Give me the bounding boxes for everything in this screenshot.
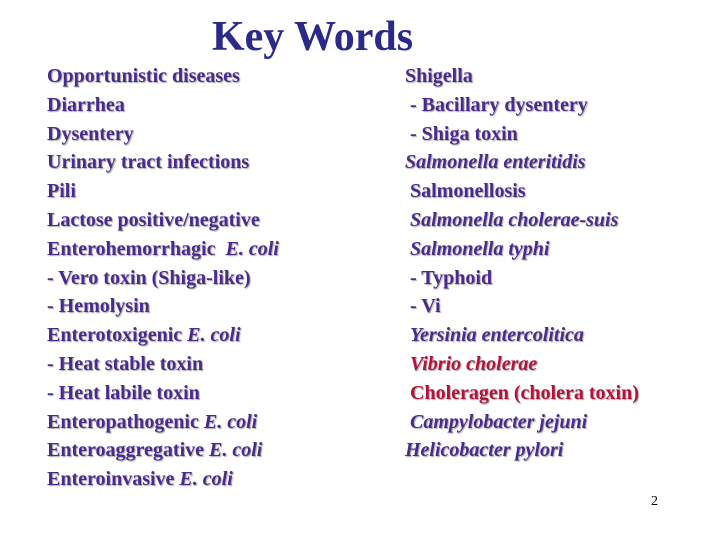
keyword-text: Salmonellosis xyxy=(405,180,526,203)
keyword-italic: E. coli xyxy=(209,439,263,462)
keyword-text: Choleragen (cholera toxin) xyxy=(405,381,639,404)
list-item xyxy=(47,379,279,408)
keyword-italic: Salmonella enteritidis xyxy=(405,151,586,174)
list-item xyxy=(405,62,639,91)
list-item xyxy=(47,148,279,177)
keyword-text: Lactose positive/negative xyxy=(47,208,260,231)
right-keyword-list xyxy=(405,62,639,465)
list-item xyxy=(47,465,279,494)
list-item xyxy=(405,292,639,321)
keyword-text: Diarrhea xyxy=(47,93,125,116)
list-item xyxy=(405,350,639,379)
list-item xyxy=(47,408,279,437)
keyword-italic: Salmonella typhi xyxy=(410,237,550,260)
keyword-text: - Heat labile toxin xyxy=(47,381,200,404)
keyword-italic: Helicobacter pylori xyxy=(405,439,564,462)
list-item xyxy=(47,321,279,350)
list-item xyxy=(47,350,279,379)
list-item xyxy=(405,206,639,235)
keyword-text: Enteropathogenic xyxy=(47,410,204,433)
keyword-text: - Bacillary dysentery xyxy=(405,93,588,116)
keyword-text: - Hemolysin xyxy=(47,295,150,318)
keyword-text: - Typhoid xyxy=(405,266,493,289)
list-item xyxy=(405,148,639,177)
keyword-text: Enteroinvasive xyxy=(47,468,180,491)
list-item xyxy=(47,91,279,120)
page-number: 2 xyxy=(651,494,658,509)
keyword-text: Enterohemorrhagic xyxy=(47,237,226,260)
keyword-text: - Heat stable toxin xyxy=(47,352,204,375)
list-item xyxy=(405,177,639,206)
list-item xyxy=(405,120,639,149)
keyword-italic: E. coli xyxy=(179,468,233,491)
list-item xyxy=(47,292,279,321)
keyword-italic: Campylobacter jejuni xyxy=(410,410,588,433)
list-item xyxy=(47,436,279,465)
list-item xyxy=(47,120,279,149)
left-keyword-list xyxy=(47,62,279,494)
keyword-text: Shigella xyxy=(405,65,473,87)
list-item xyxy=(405,436,639,465)
list-item xyxy=(405,264,639,293)
keyword-text: - Vi xyxy=(405,295,441,318)
keyword-text: Dysentery xyxy=(47,122,134,145)
keyword-italic: E. coli xyxy=(187,324,241,347)
keyword-text: Enterotoxigenic xyxy=(47,324,188,347)
keyword-text: Pili xyxy=(47,180,76,203)
keyword-italic: Yersinia entercolitica xyxy=(410,324,584,347)
list-item xyxy=(47,206,279,235)
keyword-text: - Vero toxin (Shiga-like) xyxy=(47,266,251,289)
keyword-text: Enteroaggregative xyxy=(47,439,210,462)
keyword-italic: Salmonella cholerae-suis xyxy=(410,208,619,231)
keyword-text: - Shiga toxin xyxy=(405,122,518,145)
list-item xyxy=(47,62,279,91)
keyword-text: Urinary tract infections xyxy=(47,151,250,174)
page-title: Key Words xyxy=(212,14,414,60)
list-item xyxy=(405,321,639,350)
list-item xyxy=(405,235,639,264)
keyword-text: Opportunistic diseases xyxy=(47,65,240,87)
list-item xyxy=(47,235,279,264)
keyword-italic: E. coli xyxy=(225,237,279,260)
list-item xyxy=(47,177,279,206)
list-item xyxy=(405,379,639,408)
list-item xyxy=(405,91,639,120)
keyword-italic: E. coli xyxy=(203,410,258,433)
list-item xyxy=(47,264,279,293)
list-item xyxy=(405,408,639,437)
keyword-italic: Vibrio cholerae xyxy=(410,352,538,375)
